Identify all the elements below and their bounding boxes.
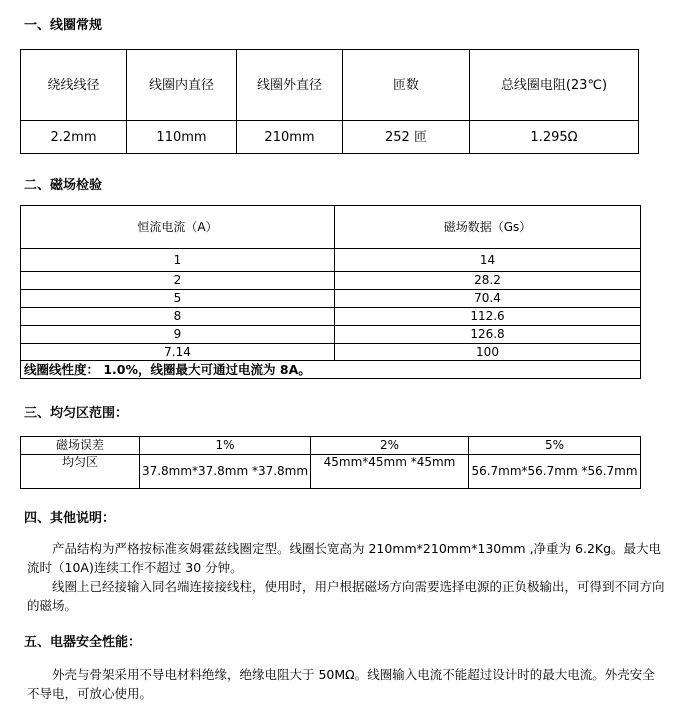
- table-row: [21, 344, 641, 361]
- uniform-range-table: [20, 436, 641, 489]
- table-cell: 1: [21, 249, 335, 272]
- section-heading-coil: 一、线圈常规: [24, 18, 103, 33]
- table-cell: 5: [21, 290, 335, 308]
- table-header-row: [21, 206, 641, 249]
- table-cell: 28.2: [335, 272, 641, 290]
- table-cell: 45mm*45mm *45mm: [311, 455, 469, 489]
- table-header-row: [21, 437, 641, 455]
- safety-notes: [27, 665, 667, 703]
- field-data-table: [20, 205, 641, 379]
- table-header-cell: 2%: [311, 437, 469, 455]
- table-cell: 112.6: [335, 308, 641, 326]
- table-header-cell: 1%: [140, 437, 311, 455]
- table-cell: 70.4: [335, 290, 641, 308]
- table-cell: 126.8: [335, 326, 641, 344]
- linearity-note: 线圈线性度： 1.0%，线圈最大可通过电流为 8A。: [21, 361, 641, 379]
- table-row: [21, 326, 641, 344]
- section-heading-field: 二、磁场检验: [24, 178, 103, 193]
- table-cell: 2: [21, 272, 335, 290]
- table-cell: 252 匝: [343, 121, 470, 154]
- table-header-cell: 磁场误差: [21, 437, 140, 455]
- table-header-cell: 磁场数据（Gs）: [335, 206, 641, 249]
- table-cell: 37.8mm*37.8mm *37.8mm: [140, 455, 311, 489]
- section-heading-other: 四、其他说明：: [24, 511, 116, 526]
- table-cell: 8: [21, 308, 335, 326]
- table-header-cell: 总线圈电阻(23℃): [470, 50, 639, 121]
- table-row: [21, 308, 641, 326]
- table-header-cell: 绕线线径: [21, 50, 127, 121]
- paragraph: 外壳与骨架采用不导电材料绝缘，绝缘电阻大于 50MΩ。线圈输入电流不能超过设计时的最大电流。外壳安全不导电，可放心使用。: [27, 667, 655, 701]
- table-header-row: [21, 50, 639, 121]
- table-cell: 210mm: [237, 121, 343, 154]
- coil-spec-table: [20, 49, 639, 154]
- section-heading-uniform: 三、均匀区范围：: [24, 406, 129, 421]
- table-row: [21, 121, 639, 154]
- table-cell: 100: [335, 344, 641, 361]
- other-notes: [27, 539, 667, 615]
- table-cell: 56.7mm*56.7mm *56.7mm: [469, 455, 641, 489]
- paragraph: 线圈上已经接输入同名端连接接线柱，使用时，用户根据磁场方向需要选择电源的正负极输出，可得到不同方向的磁场。: [27, 579, 665, 613]
- table-cell: 均匀区: [21, 455, 140, 489]
- table-cell: 14: [335, 249, 641, 272]
- table-cell: 9: [21, 326, 335, 344]
- table-row: [21, 455, 641, 489]
- table-row: [21, 249, 641, 272]
- paragraph: 产品结构为严格按标准亥姆霍兹线圈定型。线圈长宽高为 210mm*210mm*130mm ,净重为 6.2Kg。最大电流时（10A)连续工作不超过 30 分钟。: [27, 541, 662, 575]
- table-header-cell: 线圈内直径: [127, 50, 237, 121]
- table-note-row: [21, 361, 641, 379]
- section-heading-safety: 五、电器安全性能：: [24, 635, 142, 650]
- table-header-cell: 5%: [469, 437, 641, 455]
- table-row: [21, 290, 641, 308]
- table-header-cell: 恒流电流（A）: [21, 206, 335, 249]
- table-cell: 1.295Ω: [470, 121, 639, 154]
- table-cell: 110mm: [127, 121, 237, 154]
- table-cell: 7.14: [21, 344, 335, 361]
- table-cell: 2.2mm: [21, 121, 127, 154]
- table-row: [21, 272, 641, 290]
- table-header-cell: 匝数: [343, 50, 470, 121]
- table-header-cell: 线圈外直径: [237, 50, 343, 121]
